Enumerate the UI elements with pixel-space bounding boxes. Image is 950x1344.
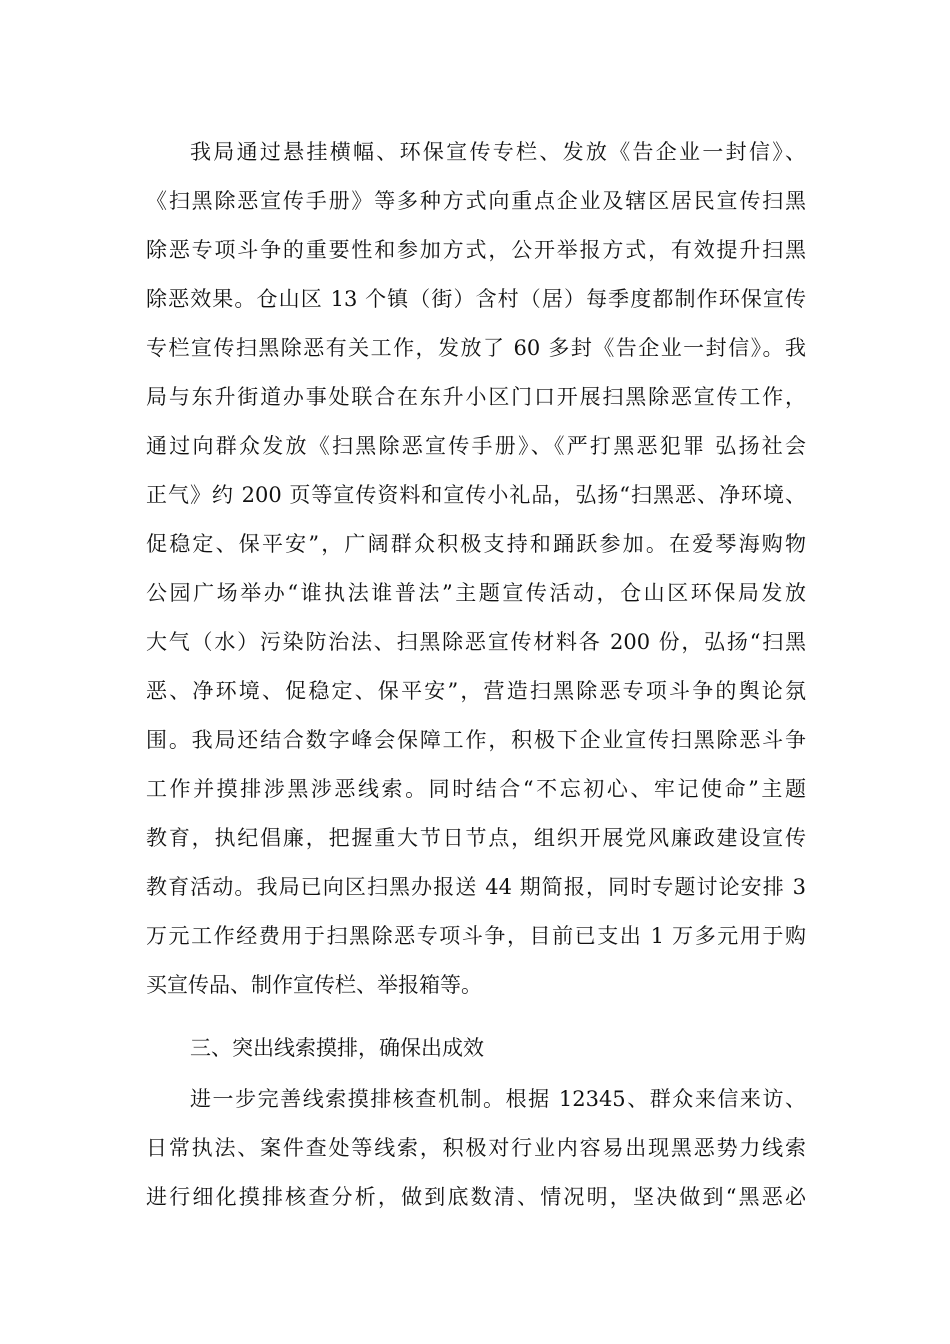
paragraph-clue-screening [146, 1075, 806, 1222]
paragraph-line: 进一步完善线索摸排核查机制。根据 12345、群众来信来访、 [190, 1087, 806, 1111]
paragraph-line: 公园广场举办“谁执法谁普法”主题宣传活动，仓山区环保局发放 [146, 581, 806, 605]
paragraph-line: 恶、净环境、促稳定、保平安”，营造扫黑除恶专项斗争的舆论氛 [146, 679, 806, 703]
paragraph-line: 买宣传品、制作宣传栏、举报箱等。 [146, 973, 482, 997]
paragraph-line: 我局通过悬挂横幅、环保宣传专栏、发放《告企业一封信》、 [190, 140, 806, 164]
paragraph-line: 通过向群众发放《扫黑除恶宣传手册》、《严打黑恶犯罪 弘扬社会 [146, 434, 806, 458]
paragraph-line: 除恶专项斗争的重要性和参加方式，公开举报方式，有效提升扫黑 [146, 238, 806, 262]
paragraph-line: 除恶效果。仓山区 13 个镇（街）含村（居）每季度都制作环保宣传 [146, 287, 806, 311]
paragraph-line: 专栏宣传扫黑除恶有关工作，发放了 60 多封《告企业一封信》。我 [146, 336, 806, 360]
paragraph-line: 万元工作经费用于扫黑除恶专项斗争，目前已支出 1 万多元用于购 [146, 924, 806, 948]
paragraph-line: 教育活动。我局已向区扫黑办报送 44 期简报，同时专题讨论安排 3 [146, 875, 806, 899]
paragraph-line: 大气（水）污染防治法、扫黑除恶宣传材料各 200 份，弘扬“扫黑 [146, 630, 806, 654]
paragraph-line: 进行细化摸排核查分析，做到底数清、情况明，坚决做到“黑恶必 [146, 1185, 806, 1209]
paragraph-line: 围。我局还结合数字峰会保障工作，积极下企业宣传扫黑除恶斗争 [146, 728, 806, 752]
paragraph-line: 工作并摸排涉黑涉恶线索。同时结合“不忘初心、牢记使命”主题 [146, 777, 806, 801]
paragraph-line: 局与东升街道办事处联合在东升小区门口开展扫黑除恶宣传工作， [146, 385, 806, 409]
section-heading [146, 1024, 806, 1073]
paragraph-line: 促稳定、保平安”，广阔群众积极支持和踊跃参加。在爱琴海购物 [146, 532, 806, 556]
paragraph-line: 正气》约 200 页等宣传资料和宣传小礼品，弘扬“扫黑恶、净环境、 [146, 483, 806, 507]
section-heading-text: 三、突出线索摸排，确保出成效 [190, 1036, 484, 1060]
paragraph-line: 《扫黑除恶宣传手册》等多种方式向重点企业及辖区居民宣传扫黑 [146, 189, 806, 213]
paragraph-line: 日常执法、案件查处等线索，积极对行业内容易出现黑恶势力线索 [146, 1136, 806, 1160]
paragraph-line: 教育，执纪倡廉，把握重大节日节点，组织开展党风廉政建设宣传 [146, 826, 806, 850]
paragraph-publicity [146, 128, 806, 1010]
